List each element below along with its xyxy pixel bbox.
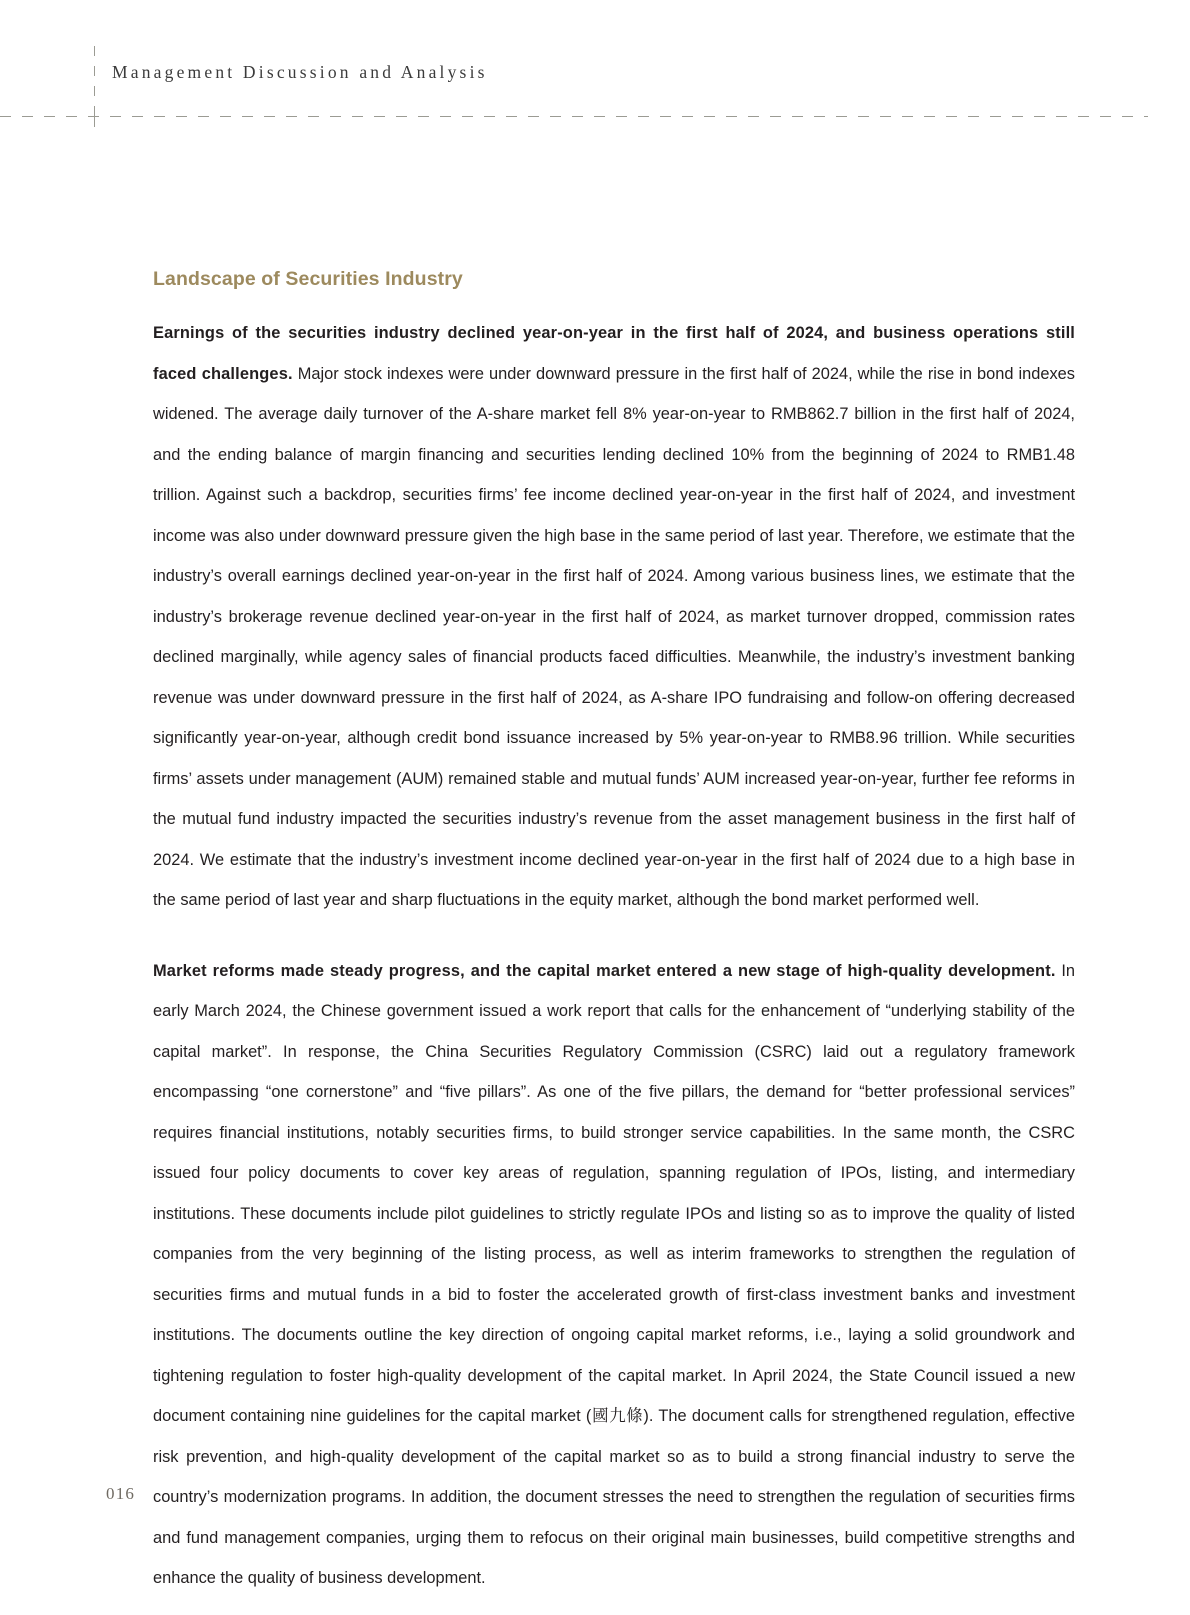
paragraph-1-text: Major stock indexes were under downward pressure in the first half of 2024, while the rise in bond indexes widened. The average daily turnover of the A-share market fell 8% year-on-year to RMB862.7 billion in the first half of 2024, and the ending balance of margin financing and securities lending declined 10% from the beginning of 2024 to RMB1.48 trillion. Against such a backdrop, securities firms’ fee income declined year-on-year in the first half of 2024, and investment income was also under downward pressure given the high base in the same period of last year. Therefore, we estimate that the industry’s overall earnings declined year-on-year in the first half of 2024. Among various business lines, we estimate that the industry’s brokerage revenue declined year-on-year in the first half of 2024, as market turnover dropped, commission rates declined marginally, while agency sales of financial products faced difficulties. Meanwhile, the industry’s investment banking revenue was under downward pressure in the first half of 2024, as A-share IPO fundraising and follow-on offering decreased significantly year-on-year, although credit bond issuance increased by 5% year-on-year to RMB8.96 trillion. While securities firms’ assets under management (AUM) remained stable and mutual funds’ AUM increased year-on-year, further fee reforms in the mutual fund industry impacted the securities industry’s revenue from the asset management business in the first half of 2024. We estimate that the industry’s investment income declined year-on-year in the first half of 2024 due to a high base in the same period of last year and sharp fluctuations in the equity market, although the bond market performed well. [153,364,1075,909]
paragraph-2-text: In early March 2024, the Chinese government issued a work report that calls for the enhancement of “underlying stability of the capital market”. In response, the China Securities Regulatory Commission (CSRC) laid out a regulatory framework encompassing “one cornerstone” and “five pillars”. As one of the five pillars, the demand for “better professional services” requires financial institutions, notably securities firms, to build stronger service capabilities. In the same month, the CSRC issued four policy documents to cover key areas of regulation, spanning regulation of IPOs, listing, and intermediary institutions. These documents include pilot guidelines to strictly regulate IPOs and listing so as to improve the quality of listed companies from the very beginning of the listing process, as well as interim frameworks to strengthen the regulation of securities firms and mutual funds in a bid to foster the accelerated growth of first-class investment banks and investment institutions. The documents outline the key direction of ongoing capital market reforms, i.e., laying a solid groundwork and tightening regulation to foster high-quality development of the capital market. In April 2024, the State Council issued a new document containing nine guidelines for the capital market (國九條). The document calls for strengthened regulation, effective risk prevention, and high-quality development of the capital market so as to build a strong financial industry to serve the country’s modernization programs. In addition, the document stresses the need to strengthen the regulation of securities firms and fund management companies, urging them to refocus on their original main businesses, build competitive strengths and enhance the quality of business development. [153,961,1075,1587]
header-vertical-dashed-rule-bottom [94,117,95,137]
page-header [0,0,1190,135]
header-dashed-rule [0,116,1148,117]
paragraph-2-lead: Market reforms made steady progress, and the capital market entered a new stage of high-quality development. [153,961,1056,980]
paragraph-1 [153,313,1075,921]
paragraph-2 [153,951,1075,1599]
section-title: Landscape of Securities Industry [153,268,463,290]
page-number: 016 [106,1484,136,1503]
page-content [153,268,1075,1599]
paragraph-1-lead: Earnings of the securities industry declined year-on-year in the first half of 2024, and business operations still faced challenges. [153,324,1075,383]
header-vertical-dashed-rule-top [94,46,95,116]
running-head: Management Discussion and Analysis [112,62,488,82]
